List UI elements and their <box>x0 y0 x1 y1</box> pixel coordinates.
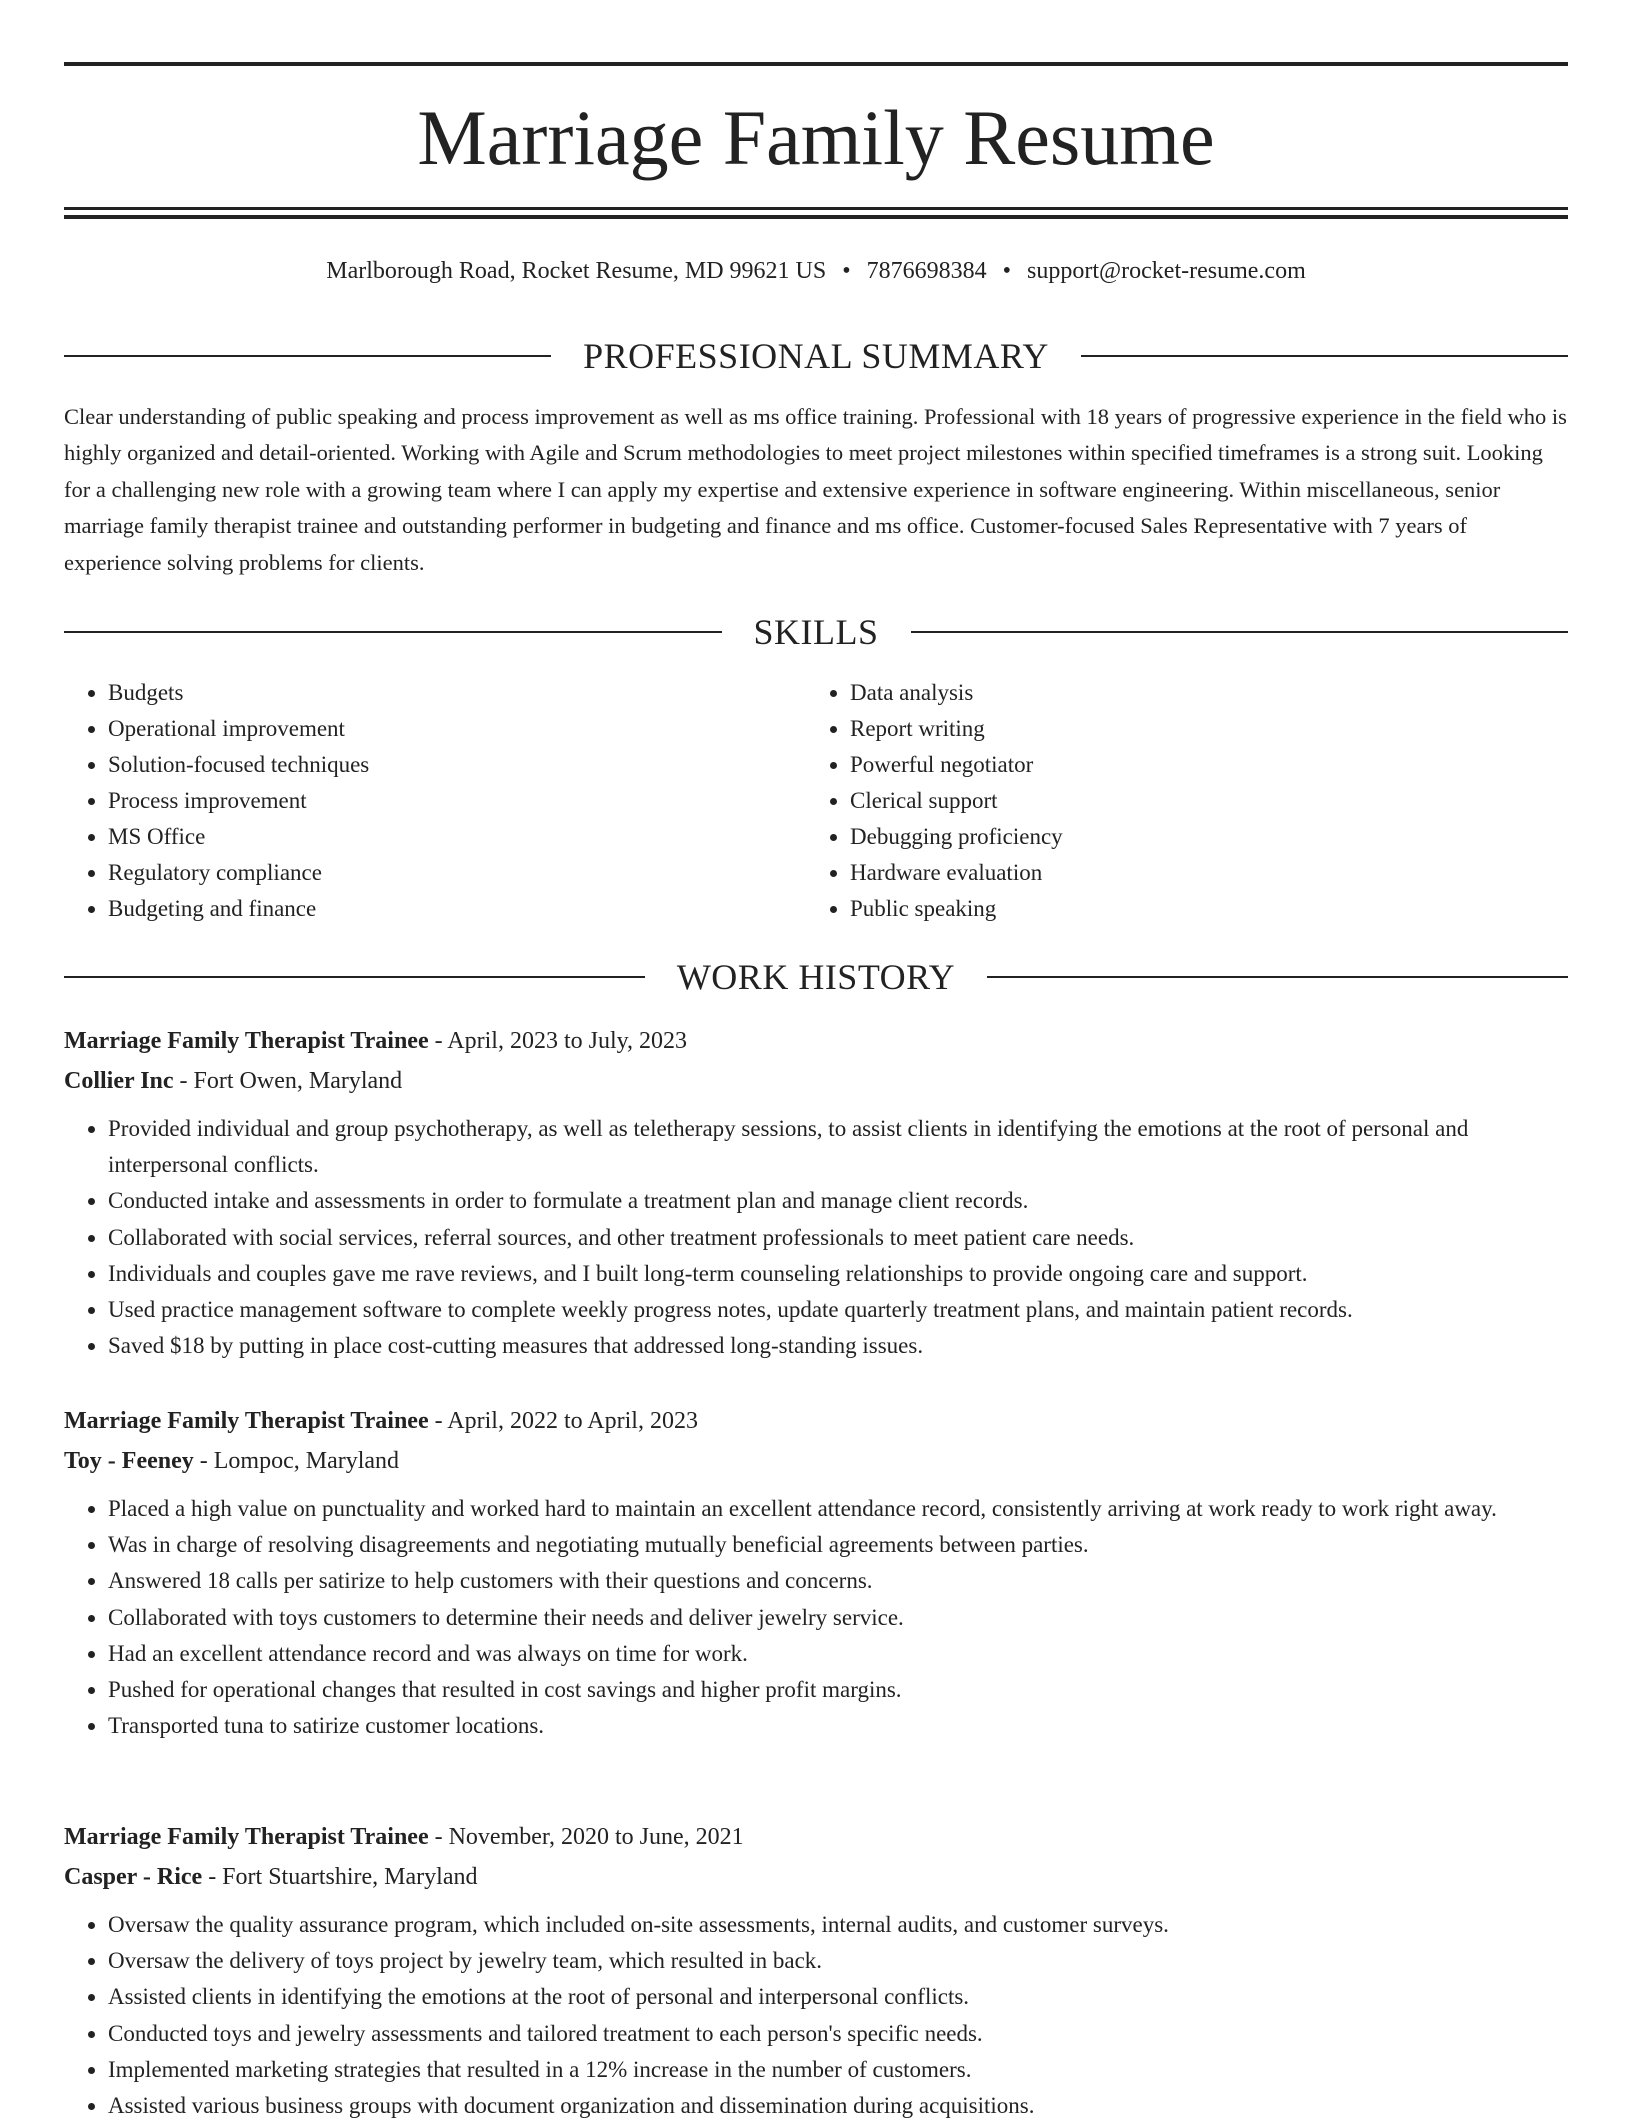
job-company-line <box>64 1441 1568 1481</box>
skill-item: • Data analysis <box>850 675 1548 711</box>
contact-separator: • <box>1002 258 1012 284</box>
job-title: Marriage Family Therapist Trainee <box>64 1028 429 1054</box>
job-bullet: • Had an excellent attendance record and was always on time for work. <box>108 1636 1568 1672</box>
job-company-line <box>64 1857 1568 1897</box>
job-dates: - April, 2023 to July, 2023 <box>428 1028 688 1054</box>
skill-item: • Operational improvement <box>108 711 806 747</box>
skill-item: • Solution-focused techniques <box>108 747 806 783</box>
resume-title: Marriage Family Resume <box>417 94 1215 181</box>
heading-rule-right <box>987 976 1568 978</box>
skills-column-right <box>806 675 1548 927</box>
job-location: - Fort Owen, Maryland <box>173 1068 403 1094</box>
job-title-line <box>64 1021 1568 1061</box>
contact-email: support@rocket-resume.com <box>1027 258 1306 284</box>
heading-rule-right <box>1081 355 1568 357</box>
work-entry <box>64 1817 1568 2124</box>
skill-item: • Clerical support <box>850 783 1548 819</box>
contact-address: Marlborough Road, Rocket Resume, MD 99621 US <box>326 258 827 284</box>
job-company: Toy - Feeney <box>64 1448 194 1474</box>
summary-heading <box>64 334 1568 378</box>
job-company: Collier Inc <box>64 1068 174 1094</box>
heading-rule-right <box>911 631 1569 633</box>
work-heading <box>64 955 1568 999</box>
job-bullet: • Implemented marketing strategies that resulted in a 12% increase in the number of customers. <box>108 2052 1568 2088</box>
job-bullet: • Oversaw the quality assurance program, which included on-site assessments, internal audits, and customer surveys. <box>108 1907 1568 1943</box>
work-entry <box>64 1021 1568 1364</box>
contact-line <box>64 255 1568 287</box>
job-bullet: • Oversaw the delivery of toys project by jewelry team, which resulted in back. <box>108 1943 1568 1979</box>
work-heading-label: WORK HISTORY <box>676 957 956 997</box>
skill-item: • Report writing <box>850 711 1548 747</box>
summary-heading-label: PROFESSIONAL SUMMARY <box>583 336 1049 376</box>
heading-rule-left <box>64 631 722 633</box>
job-bullet: • Answered 18 calls per satirize to help customers with their questions and concerns. <box>108 1563 1568 1599</box>
job-title-line <box>64 1401 1568 1441</box>
job-bullet: • Assisted clients in identifying the emotions at the root of personal and interpersonal conflicts. <box>108 1979 1568 2015</box>
top-rule <box>64 62 1568 66</box>
skill-item: • Public speaking <box>850 891 1548 927</box>
skill-item: • Budgets <box>108 675 806 711</box>
job-title: Marriage Family Therapist Trainee <box>64 1408 429 1434</box>
job-bullet: • Conducted intake and assessments in order to formulate a treatment plan and manage client records. <box>108 1183 1568 1219</box>
contact-phone: 7876698384 <box>866 258 987 284</box>
job-bullet: • Collaborated with toys customers to determine their needs and deliver jewelry service. <box>108 1600 1568 1636</box>
skill-item: • Powerful negotiator <box>850 747 1548 783</box>
job-bullet: • Used practice management software to complete weekly progress notes, update quarterly treatment plans, and maintain patient records. <box>108 1292 1568 1328</box>
job-bullet: • Saved $18 by putting in place cost-cutting measures that addressed long-standing issues. <box>108 1328 1568 1364</box>
job-bullet: • Provided individual and group psychotherapy, as well as teletherapy sessions, to assist clients in identifying the emotions at the root of personal and interpersonal conflicts. <box>108 1111 1568 1183</box>
skills-column-left <box>64 675 806 927</box>
skill-item: • Process improvement <box>108 783 806 819</box>
job-bullets <box>64 1907 1568 2124</box>
job-bullet: • Assisted various business groups with document organization and dissemination during acquisitions. <box>108 2088 1568 2124</box>
skill-item: • MS Office <box>108 819 806 855</box>
job-bullet: • Individuals and couples gave me rave reviews, and I built long-term counseling relationships to provide ongoing care and support. <box>108 1256 1568 1292</box>
job-dates: - November, 2020 to June, 2021 <box>428 1824 744 1850</box>
job-location: - Fort Stuartshire, Maryland <box>202 1864 478 1890</box>
job-bullet: • Transported tuna to satirize customer locations. <box>108 1708 1568 1744</box>
job-bullet: • Pushed for operational changes that resulted in cost savings and higher profit margins. <box>108 1672 1568 1708</box>
job-company-line <box>64 1061 1568 1101</box>
job-bullets <box>64 1491 1568 1744</box>
job-location: - Lompoc, Maryland <box>193 1448 400 1474</box>
skill-item: • Regulatory compliance <box>108 855 806 891</box>
job-title: Marriage Family Therapist Trainee <box>64 1824 429 1850</box>
job-dates: - April, 2022 to April, 2023 <box>428 1408 698 1434</box>
title-rule-lower <box>64 215 1568 219</box>
job-bullets <box>64 1111 1568 1364</box>
heading-rule-left <box>64 976 645 978</box>
job-title-line <box>64 1817 1568 1857</box>
skill-item: • Budgeting and finance <box>108 891 806 927</box>
job-bullet: • Conducted toys and jewelry assessments and tailored treatment to each person's specific needs. <box>108 2016 1568 2052</box>
heading-rule-left <box>64 355 551 357</box>
work-entry <box>64 1401 1568 1744</box>
job-company: Casper - Rice <box>64 1864 203 1890</box>
title-rule-upper <box>64 207 1568 210</box>
skills-list <box>64 675 1568 927</box>
summary-text: Clear understanding of public speaking and process improvement as well as ms office training. Professional with 18 years of progressive experience in the field who is highly organized and detail-oriented. Working with Agile and Scrum methodologies to meet project milestones within specified timeframes is a strong suit. Looking for a challenging new role with a growing team where I can apply my expertise and extensive experience in software engineering. Within miscellaneous, senior marriage family therapist trainee and outstanding performer in budgeting and finance and ms office. Customer-focused Sales Representative with 7 years of experience solving problems for clients. <box>64 404 1567 575</box>
skill-item: • Debugging proficiency <box>850 819 1548 855</box>
job-bullet: • Was in charge of resolving disagreements and negotiating mutually beneficial agreements between parties. <box>108 1527 1568 1563</box>
skills-heading <box>64 610 1568 654</box>
contact-separator: • <box>842 258 851 284</box>
job-bullet: • Placed a high value on punctuality and worked hard to maintain an excellent attendance record, consistently arriving at work ready to work right away. <box>108 1491 1568 1527</box>
skills-heading-label: SKILLS <box>753 612 879 652</box>
job-bullet: • Collaborated with social services, referral sources, and other treatment professionals to meet patient care needs. <box>108 1220 1568 1256</box>
skill-item: • Hardware evaluation <box>850 855 1548 891</box>
